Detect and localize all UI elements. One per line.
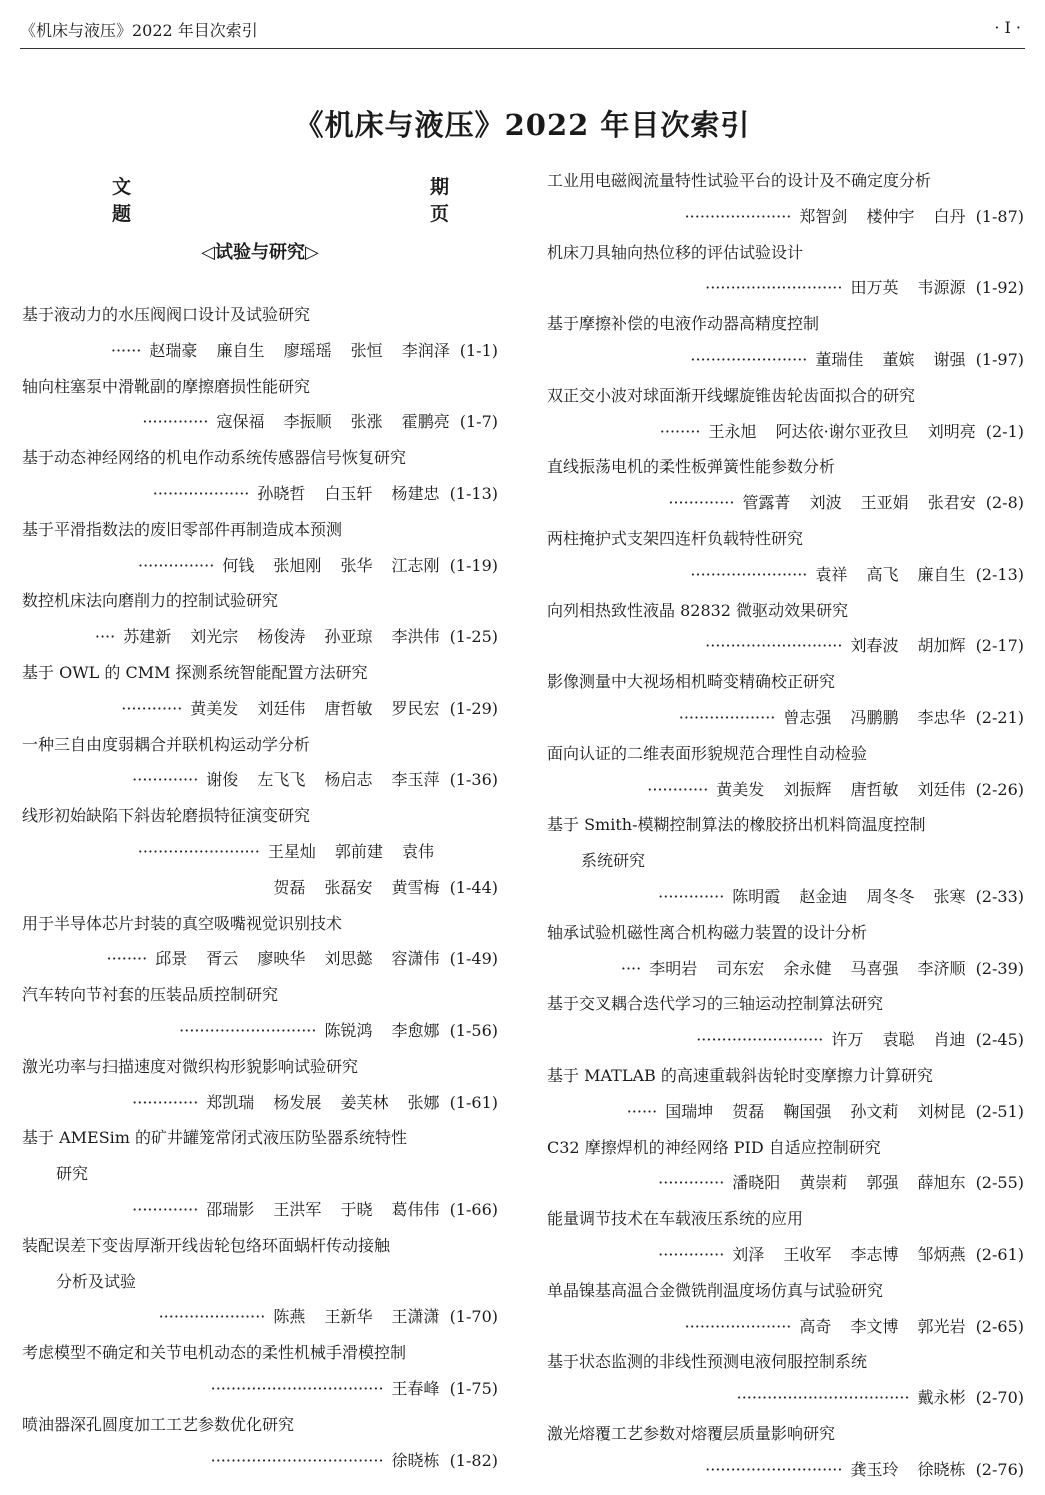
entry-authors: 戴永彬 (917, 1388, 966, 1408)
entry-page: (1-61) (449, 1092, 498, 1112)
entry-page: (1-92) (975, 278, 1024, 298)
entry-title: 汽车转向节衬套的压装品质控制研究 (22, 985, 279, 1005)
entry-author-line (132, 1197, 498, 1223)
entry-authors: 李明岩 司东宏 余永健 马喜强 李济顺 (649, 958, 966, 978)
leader-dots: ············· (142, 412, 209, 432)
entry-author-line (153, 481, 498, 507)
page-title: 《机床与液压》2022 年目次索引 (294, 108, 751, 142)
entry-author-line (685, 204, 1024, 230)
leader-dots: ············· (658, 887, 725, 906)
entry-title-continued: 系统研究 (581, 851, 646, 871)
leader-dots: ··························· (179, 1021, 317, 1040)
leader-dots: ··················· (152, 484, 250, 503)
entry-title: 能量调节技术在车载液压系统的应用 (547, 1209, 804, 1229)
entry-page: (2-17) (975, 636, 1024, 656)
entry-title: 激光熔覆工艺参数对熔覆层质量影响研究 (547, 1424, 836, 1443)
leader-dots: ············· (658, 1173, 725, 1193)
leader-dots: ·································· (210, 1450, 384, 1470)
leader-dots: ······ (110, 340, 142, 360)
entry-author-line (737, 1385, 1024, 1411)
running-head-title: 《机床与液压》2022 年目次索引 (20, 21, 258, 40)
entry-author-line (179, 1018, 498, 1044)
entry-author-line (647, 777, 1024, 803)
entry-author-line (627, 1099, 1024, 1125)
entry-page: (1-87) (975, 206, 1024, 226)
entry-authors: 苏建新 刘光宗 杨俊涛 孙亚琼 李洪伟 (123, 627, 440, 647)
entry-page: (1-49) (449, 949, 498, 969)
entry-title: 直线振荡电机的柔性板弹簧性能参数分析 (547, 457, 836, 477)
entry-authors: 陈明霞 赵金迪 周冬冬 张寒 (732, 887, 966, 906)
entry-page: (2-8) (985, 493, 1024, 513)
entry-author-line (658, 884, 1024, 910)
entry-author-line (660, 419, 1024, 445)
entry-page: (2-76) (975, 1459, 1024, 1479)
entry-title: 基于摩擦补偿的电液作动器高精度控制 (547, 314, 820, 334)
entry-title: 轴承试验机磁性离合机构磁力装置的设计分析 (547, 922, 868, 942)
entry-page: (1-13) (449, 484, 498, 503)
entry-page: (2-65) (975, 1316, 1024, 1336)
entry-title: 激光功率与扫描速度对微织构形貌影响试验研究 (22, 1056, 359, 1076)
entry-authors: 孙晓哲 白玉轩 杨建忠 (257, 484, 440, 503)
entry-authors: 赵瑞豪 廉自生 廖瑶瑶 张恒 李润泽 (149, 340, 450, 360)
entry-page: (1-36) (449, 770, 498, 790)
entry-authors: 何钱 张旭刚 张华 江志刚 (222, 555, 440, 575)
entry-page: (2-33) (975, 887, 1024, 906)
column-header-title-label: 文题 (112, 176, 150, 225)
entry-author-line (658, 1170, 1024, 1196)
entry-title: 基于 OWL 的 CMM 探测系统智能配置方法研究 (22, 663, 368, 682)
leader-dots: ···· (620, 958, 642, 978)
entry-title: 数控机床法向磨削力的控制试验研究 (22, 591, 279, 611)
entry-author-line (95, 624, 498, 650)
entry-authors: 王星灿 郭前建 袁伟 (267, 842, 434, 861)
entry-author-line (685, 1314, 1024, 1340)
entry-authors: 寇保福 李振顺 张涨 霍鹏亮 (216, 412, 450, 432)
entry-title: 两柱掩护式支架四连杆负载特性研究 (547, 529, 804, 548)
entry-title: 基于交叉耦合迭代学习的三轴运动控制算法研究 (547, 994, 884, 1014)
leader-dots: ·································· (736, 1388, 910, 1408)
entry-author-line (111, 338, 498, 364)
entry-page: (1-7) (459, 412, 498, 432)
leader-dots: ············ (121, 698, 183, 718)
entry-authors: 国瑞坤 贺磊 鞠国强 孙文莉 刘树昆 (665, 1101, 966, 1121)
leader-dots: ····················· (684, 1316, 792, 1336)
entry-author-line (679, 705, 1024, 731)
leader-dots: ······················· (690, 350, 808, 369)
entry-title: 工业用电磁阀流量特性试验平台的设计及不确定度分析 (547, 171, 932, 190)
entry-page: (2-26) (975, 779, 1024, 799)
entry-title: 轴向柱塞泵中滑靴副的摩擦磨损性能研究 (22, 376, 311, 396)
leader-dots: ························ (137, 842, 260, 861)
leader-dots: ············· (658, 1245, 725, 1264)
entry-page: (2-70) (975, 1388, 1024, 1408)
leader-dots: ························· (696, 1030, 824, 1050)
entry-page: (2-55) (975, 1173, 1024, 1193)
entry-page: (1-19) (449, 555, 498, 575)
leader-dots: ············· (132, 1092, 199, 1112)
leader-dots: ······················· (690, 564, 808, 584)
entry-title: 基于平滑指数法的废旧零部件再制造成本预测 (22, 519, 343, 539)
entry-author-line (696, 1027, 1024, 1053)
entry-title: 基于状态监测的非线性预测电液伺服控制系统 (547, 1352, 868, 1372)
entry-title: 面向认证的二维表面形貌规范合理性自动检验 (547, 743, 868, 763)
entry-authors: 邵瑞影 王洪军 于晓 葛伟伟 (206, 1200, 440, 1219)
entry-authors: 刘春波 胡加辉 (850, 636, 966, 656)
entry-title: 喷油器深孔圆度加工工艺参数优化研究 (22, 1414, 295, 1434)
entry-authors: 黄美发 刘振辉 唐哲敏 刘廷伟 (716, 779, 966, 799)
entry-page: (1-44) (449, 877, 498, 897)
leader-dots: ············· (132, 770, 199, 790)
entry-author-line (690, 562, 1024, 588)
entry-title: 单晶镍基高温合金微铣削温度场仿真与试验研究 (547, 1280, 884, 1300)
entry-page: (2-61) (975, 1245, 1024, 1264)
entry-page: (2-21) (975, 708, 1024, 727)
entry-authors: 谢俊 左飞飞 杨启志 李玉萍 (206, 770, 440, 790)
entry-author-line (211, 1376, 498, 1402)
entry-authors: 黄美发 刘廷伟 唐哲敏 罗民宏 (190, 698, 440, 718)
entry-author-line (705, 633, 1024, 659)
entry-author-line (690, 347, 1024, 373)
entry-page: (1-75) (449, 1379, 498, 1398)
entry-authors: 高奇 李文博 郭光岩 (799, 1316, 966, 1336)
entry-title: 基于 MATLAB 的高速重载斜齿轮时变摩擦力计算研究 (547, 1066, 933, 1085)
entry-title-continued: 分析及试验 (56, 1271, 137, 1291)
entry-title: 向列相热致性液晶 82832 微驱动效果研究 (547, 600, 849, 620)
section-heading: ◁试验与研究▷ (201, 242, 319, 263)
entry-authors: 邱景 胥云 廖映华 刘思懿 容潇伟 (155, 949, 440, 969)
entry-page: (1-25) (449, 627, 498, 647)
entry-author-line (159, 1304, 498, 1330)
entry-title: 线形初始缺陷下斜齿轮磨损特征演变研究 (22, 806, 311, 826)
entry-title: 用于半导体芯片封装的真空吸嘴视觉识别技术 (22, 913, 343, 933)
entry-page: (1-66) (449, 1200, 498, 1219)
entry-authors: 王春峰 (391, 1379, 440, 1398)
leader-dots: ············ (647, 779, 709, 799)
entry-author-line (138, 839, 434, 865)
entry-page: (1-97) (975, 350, 1024, 369)
leader-dots: ······ (626, 1101, 658, 1121)
entry-author-line (142, 409, 498, 435)
entry-page: (2-45) (975, 1030, 1024, 1050)
entry-title: 影像测量中大视场相机畸变精确校正研究 (547, 672, 836, 692)
entry-author-line (658, 1242, 1024, 1268)
entry-authors: 曾志强 冯鹏鹏 李忠华 (783, 708, 966, 727)
entry-authors: 田万英 韦源源 (850, 278, 966, 298)
entry-authors: 郑凯瑞 杨发展 姜芙林 张娜 (206, 1092, 440, 1112)
entry-page: (1-70) (449, 1307, 498, 1327)
leader-dots: ··························· (705, 1459, 843, 1479)
entry-authors: 徐晓栋 (391, 1450, 440, 1470)
entry-authors: 贺磊 张磊安 黄雪梅 (273, 877, 440, 897)
entry-author-line (132, 767, 498, 793)
entry-author-line (121, 696, 498, 722)
entry-author-line (107, 946, 498, 972)
running-head (20, 12, 1025, 49)
entry-authors: 陈锐鸿 李愈娜 (324, 1021, 440, 1040)
leader-dots: ···· (94, 627, 116, 647)
entry-authors: 郑智剑 楼仲宇 白丹 (799, 206, 966, 226)
entry-author-line (211, 1448, 498, 1474)
leader-dots: ············· (132, 1200, 199, 1219)
entry-authors: 陈燕 王新华 王潇潇 (273, 1307, 440, 1327)
entry-author-line (668, 490, 1024, 516)
entry-title: 基于动态神经网络的机电作动系统传感器信号恢复研究 (22, 448, 407, 468)
entry-authors: 潘晓阳 黄崇莉 郭强 薛旭东 (732, 1173, 966, 1193)
leader-dots: ····················· (158, 1307, 266, 1327)
entry-page: (1-56) (449, 1021, 498, 1040)
entry-authors: 刘泽 王收军 李志博 邹炳燕 (732, 1245, 966, 1264)
entry-authors: 袁祥 高飞 廉自生 (815, 564, 966, 584)
entry-page: (1-82) (449, 1450, 498, 1470)
entry-title: 基于液动力的水压阀阀口设计及试验研究 (22, 305, 311, 324)
leader-dots: ············· (668, 493, 735, 513)
entry-title: 双正交小波对球面渐开线螺旋锥齿轮齿面拟合的研究 (547, 385, 916, 405)
leader-dots: ·································· (210, 1379, 384, 1398)
entry-page: (1-1) (459, 340, 498, 360)
entry-authors: 龚玉玲 徐晓栋 (850, 1459, 966, 1479)
leader-dots: ········ (659, 421, 701, 441)
entry-authors: 许万 袁聪 肖迪 (831, 1030, 966, 1050)
entry-title: 机床刀具轴向热位移的评估试验设计 (547, 242, 804, 262)
entry-page: (2-1) (985, 421, 1024, 441)
leader-dots: ····················· (684, 206, 792, 226)
entry-page: (2-13) (975, 564, 1024, 584)
entry-author-line (138, 553, 498, 579)
entry-title: 装配误差下变齿厚渐开线齿轮包络环面蜗杆传动接触 (22, 1235, 391, 1255)
entry-title: 一种三自由度弱耦合并联机构运动学分析 (22, 734, 311, 754)
entry-author-line (621, 956, 1024, 982)
leader-dots: ··················· (678, 708, 776, 727)
entry-author-line (273, 875, 498, 901)
leader-dots: ··············· (138, 555, 215, 575)
entry-authors: 王永旭 阿达依·谢尔亚孜旦 刘明亮 (708, 421, 976, 441)
entry-author-line (132, 1090, 498, 1116)
entry-page: (2-51) (975, 1101, 1024, 1121)
entry-authors: 董瑞佳 董嫔 谢强 (815, 350, 966, 369)
entry-page: (1-29) (449, 698, 498, 718)
leader-dots: ········ (106, 949, 148, 969)
entry-title: 基于 AMESim 的矿井罐笼常闭式液压防坠器系统特性 (22, 1128, 408, 1148)
entry-title: 基于 Smith-模糊控制算法的橡胶挤出机料筒温度控制 (547, 815, 926, 835)
entry-title-continued: 研究 (56, 1164, 89, 1184)
leader-dots: ··························· (705, 278, 843, 298)
leader-dots: ··························· (705, 636, 843, 656)
page-marker: · I · (994, 18, 1021, 37)
entry-page: (2-39) (975, 958, 1024, 978)
entry-authors: 管露菁 刘波 王亚娟 张君安 (742, 493, 976, 513)
entry-author-line (705, 275, 1024, 301)
entry-title: 考虑模型不确定和关节电机动态的柔性机械手滑模控制 (22, 1343, 407, 1363)
entry-title: C32 摩擦焊机的神经网络 PID 自适应控制研究 (547, 1137, 881, 1157)
entry-author-line (705, 1457, 1024, 1483)
column-header-page-label: 期页 (430, 176, 464, 225)
